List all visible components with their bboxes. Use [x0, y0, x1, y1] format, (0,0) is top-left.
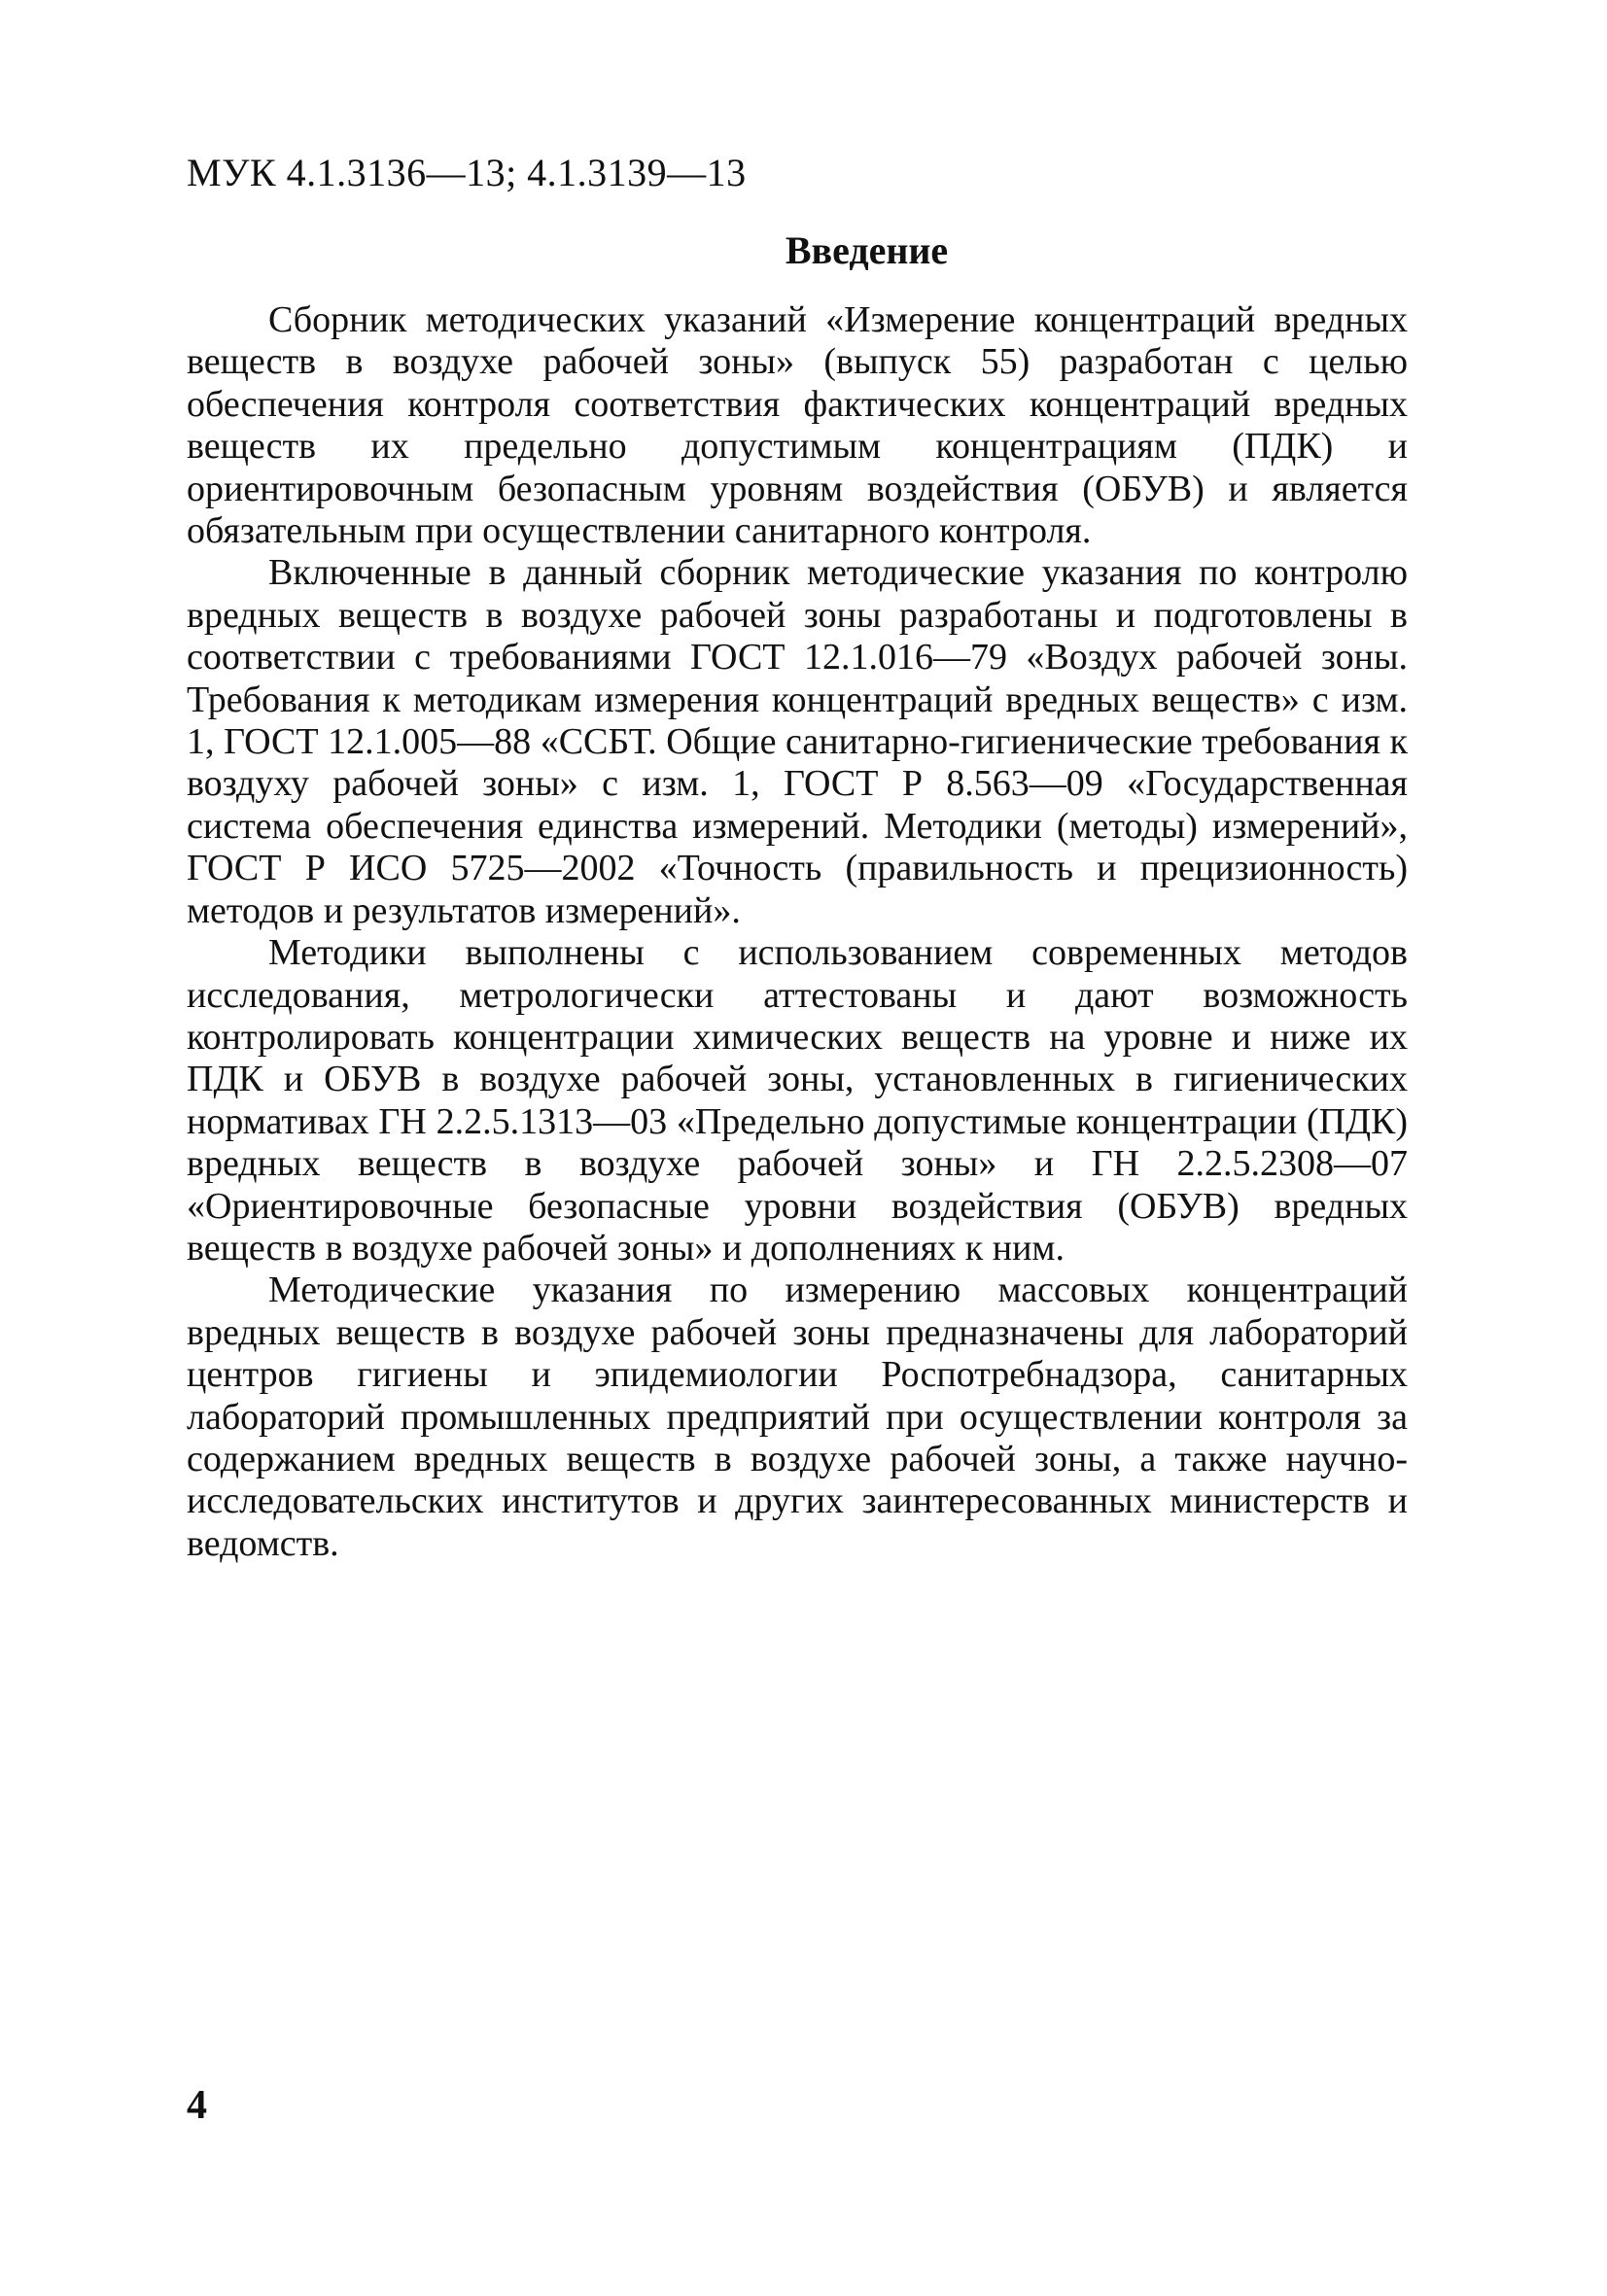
- body-text: [187, 299, 1408, 1565]
- paragraph-intro-1: Сборник методических указаний «Измерение концентраций вредных веществ в воздухе рабочей зоны» (выпуск 55) разработан с целью обеспечения контроля соответствия фактических концентраций вредных веществ их предельно допустимым концентрациям (ПДК) и ориентировочным безопасным уровням воздействия (ОБУВ) и является обязательным при осуществлении санитарного контроля.: [187, 299, 1408, 552]
- paragraph-intro-2: Включенные в данный сборник методические указания по контролю вредных веществ в воздухе рабочей зоны разработаны и подготовлены в соответствии с требованиями ГОСТ 12.1.016—79 «Воздух рабочей зоны. Требования к методикам измерения концентраций вредных веществ» с изм. 1, ГОСТ 12.1.005—88 «ССБТ. Общие санитарно-гигиенические требования к воздуху рабочей зоны» с изм. 1, ГОСТ Р 8.563—09 «Государственная система обеспечения единства измерений. Методики (методы) измерений», ГОСТ Р ИСО 5725—2002 «Точность (правильность и прецизионность) методов и результатов измерений».: [187, 552, 1408, 931]
- paragraph-intro-3: Методики выполнены с использованием современных методов исследования, метрологически аттестованы и дают возможность контролировать концентрации химических веществ на уровне и ниже их ПДК и ОБУВ в воздухе рабочей зоны, установленных в гигиенических нормативах ГН 2.2.5.1313—03 «Предельно допустимые концентрации (ПДК) вредных веществ в воздухе рабочей зоны» и ГН 2.2.5.2308—07 «Ориентировочные безопасные уровни воздействия (ОБУВ) вредных веществ в воздухе рабочей зоны» и дополнениях к ним.: [187, 932, 1408, 1269]
- running-header-document-code: МУК 4.1.3136—13; 4.1.3139—13: [187, 151, 747, 194]
- paragraph-intro-4: Методические указания по измерению массовых концентраций вредных веществ в воздухе рабочей зоны предназначены для лабораторий центров гигиены и эпидемиологии Роспотребнадзора, санитарных лабораторий промышленных предприятий при осуществлении контроля за содержанием вредных веществ в воздухе рабочей зоны, а также научно-исследовательских институтов и других заинтересованных министерств и ведомств.: [187, 1270, 1408, 1564]
- page-number: 4: [187, 2083, 207, 2128]
- section-title: Введение: [785, 228, 949, 272]
